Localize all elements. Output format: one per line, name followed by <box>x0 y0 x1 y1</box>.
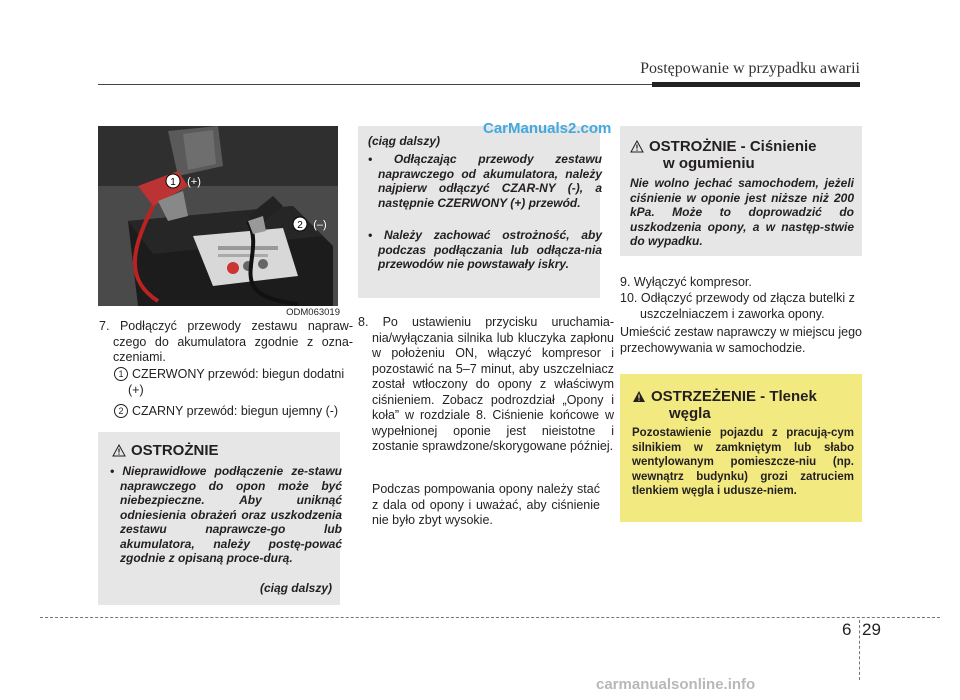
running-header: Postępowanie w przypadku awarii <box>640 60 860 77</box>
step-7-sub-1-text: CZERWONY przewód: biegun dodatni (+) <box>128 367 345 397</box>
footer-dashed-rule <box>40 617 940 618</box>
photo-label-2: 2 <box>297 220 303 231</box>
caution-triangle-icon <box>630 140 644 153</box>
circled-number-1: 1 <box>114 367 128 381</box>
battery-illustration <box>98 126 338 306</box>
caution-box-continued <box>358 126 600 298</box>
photo-code: ODM063019 <box>286 307 340 318</box>
header-bar <box>652 82 860 87</box>
step-8-text: 8. Po ustawieniu przycisku uruchamia-nia/wyłączania silnika lub kluczyka zapłonu w położeniu ON, włączyć kompresor i pozostawić na 5–7 minut, aby uszczelniacz został wtłoczony do opony z właściwym ciśnieniem. Zobacz podrozdział „Opony i koła” w rozdziale 8. Ciśnienie końcowe w wypełnionej oponie jest nieistotne i zostanie sprawdzone/skorygowane później. <box>358 315 614 453</box>
photo-label-1-sign: (+) <box>187 176 201 188</box>
footer-vertical-rule <box>859 620 860 680</box>
step-10-text: 10. Odłączyć przewody od złącza butelki z uszczelniaczem i zaworka opony. <box>620 291 855 321</box>
warning-box-carbon-monoxide <box>620 374 862 522</box>
caution-bullet: • Nieprawidłowe podłączenie ze-stawu naprawczego do opon może być niebezpieczne. Aby uniknąć odniesienia obrażeń oraz uszkodzenia zestawu naprawcze-go lub akumulatora, należy postę-pować zgodnie z opisaną proce-durą. <box>110 464 342 565</box>
caution-box-connection <box>98 432 340 605</box>
tire-caution-title-1: OSTROŻNIE - Ciśnienie <box>649 138 817 155</box>
step-8-para: Podczas pompowania opony należy stać z dala od opony i uważać, aby ciśnienie nie było zbyt wysokie. <box>372 482 600 527</box>
caution-box-tire-pressure <box>620 126 862 256</box>
caution-bullet-disconnect: • Odłączając przewody zestawu naprawczego od akumulatora, należy najpierw odłączyć CZAR-NY (-), a następnie CZERWONY (+) przewód. <box>368 152 602 210</box>
tire-caution-text: Nie wolno jechać samochodem, jeżeli ciśnienie w oponie jest niższe niż 200 kPa. Może to doprowadzić do uszkodzenia opony, a w następ-stwie do wypadku. <box>630 176 854 248</box>
step-9-text: 9. Wyłączyć kompresor. <box>620 275 752 289</box>
caution-bullet-sparks: • Należy zachować ostrożność, aby podczas podłączania lub odłącza-nia przewodów nie powstawały iskry. <box>368 228 602 271</box>
caution-bullet-sparks-text: Należy zachować ostrożność, aby podczas podłączania lub odłącza-nia przewodów nie powstawały iskry. <box>378 228 602 271</box>
caution-continued: (ciąg dalszy) <box>259 581 332 595</box>
step-7-sub-2-text: CZARNY przewód: biegun ujemny (-) <box>132 404 339 418</box>
battery-photo <box>98 126 338 306</box>
caution-continued-header: (ciąg dalszy) <box>368 134 441 148</box>
watermark-top: CarManuals2.com <box>483 120 612 137</box>
watermark-bottom: carmanualsonline.info <box>596 676 756 693</box>
warning-triangle-icon <box>632 390 646 403</box>
caution-bullet-text: Nieprawidłowe podłączenie ze-stawu naprawczego do opon może być niebezpieczne. Aby uniknąć odniesienia obrażeń oraz uszkodzenia zestawu naprawcze-go lub akumulatora, należy postę-pować zgodnie z opisaną proce-durą. <box>120 464 342 565</box>
tire-caution-title-2: w ogumieniu <box>663 155 755 172</box>
photo-label-2-sign: (–) <box>313 219 327 231</box>
warning-title-2: węgla <box>669 405 711 422</box>
step-7-sub-2 <box>114 404 340 420</box>
warning-title-1: OSTRZEŻENIE - Tlenek <box>651 388 817 405</box>
step-7-sub-1 <box>114 367 354 398</box>
chapter-number: 6 <box>842 620 852 639</box>
circled-number-2: 2 <box>114 404 128 418</box>
caution-title: OSTROŻNIE <box>131 442 219 459</box>
warning-text: Pozostawienie pojazdu z pracują-cym silnikiem w zamkniętym lub słabo wentylowanym pomieszcze-niu (np. wewnątrz budynku) grozi zatruciem tlenkiem węgla i udusze-niem. <box>632 427 854 497</box>
caution-triangle-icon <box>112 444 126 457</box>
storage-para: Umieścić zestaw naprawczy w miejscu jego przechowywania w samochodzie. <box>620 325 862 355</box>
page-number: 29 <box>862 620 881 639</box>
photo-label-1: 1 <box>170 177 176 188</box>
step-7-text: 7. Podłączyć przewody zestawu napraw-czego do akumulatora zgodnie z ozna-czeniami. <box>99 319 353 364</box>
caution-bullet-disconnect-text: Odłączając przewody zestawu naprawczego od akumulatora, należy najpierw odłączyć CZAR-NY (-), a następnie CZERWONY (+) przewód. <box>378 152 602 210</box>
